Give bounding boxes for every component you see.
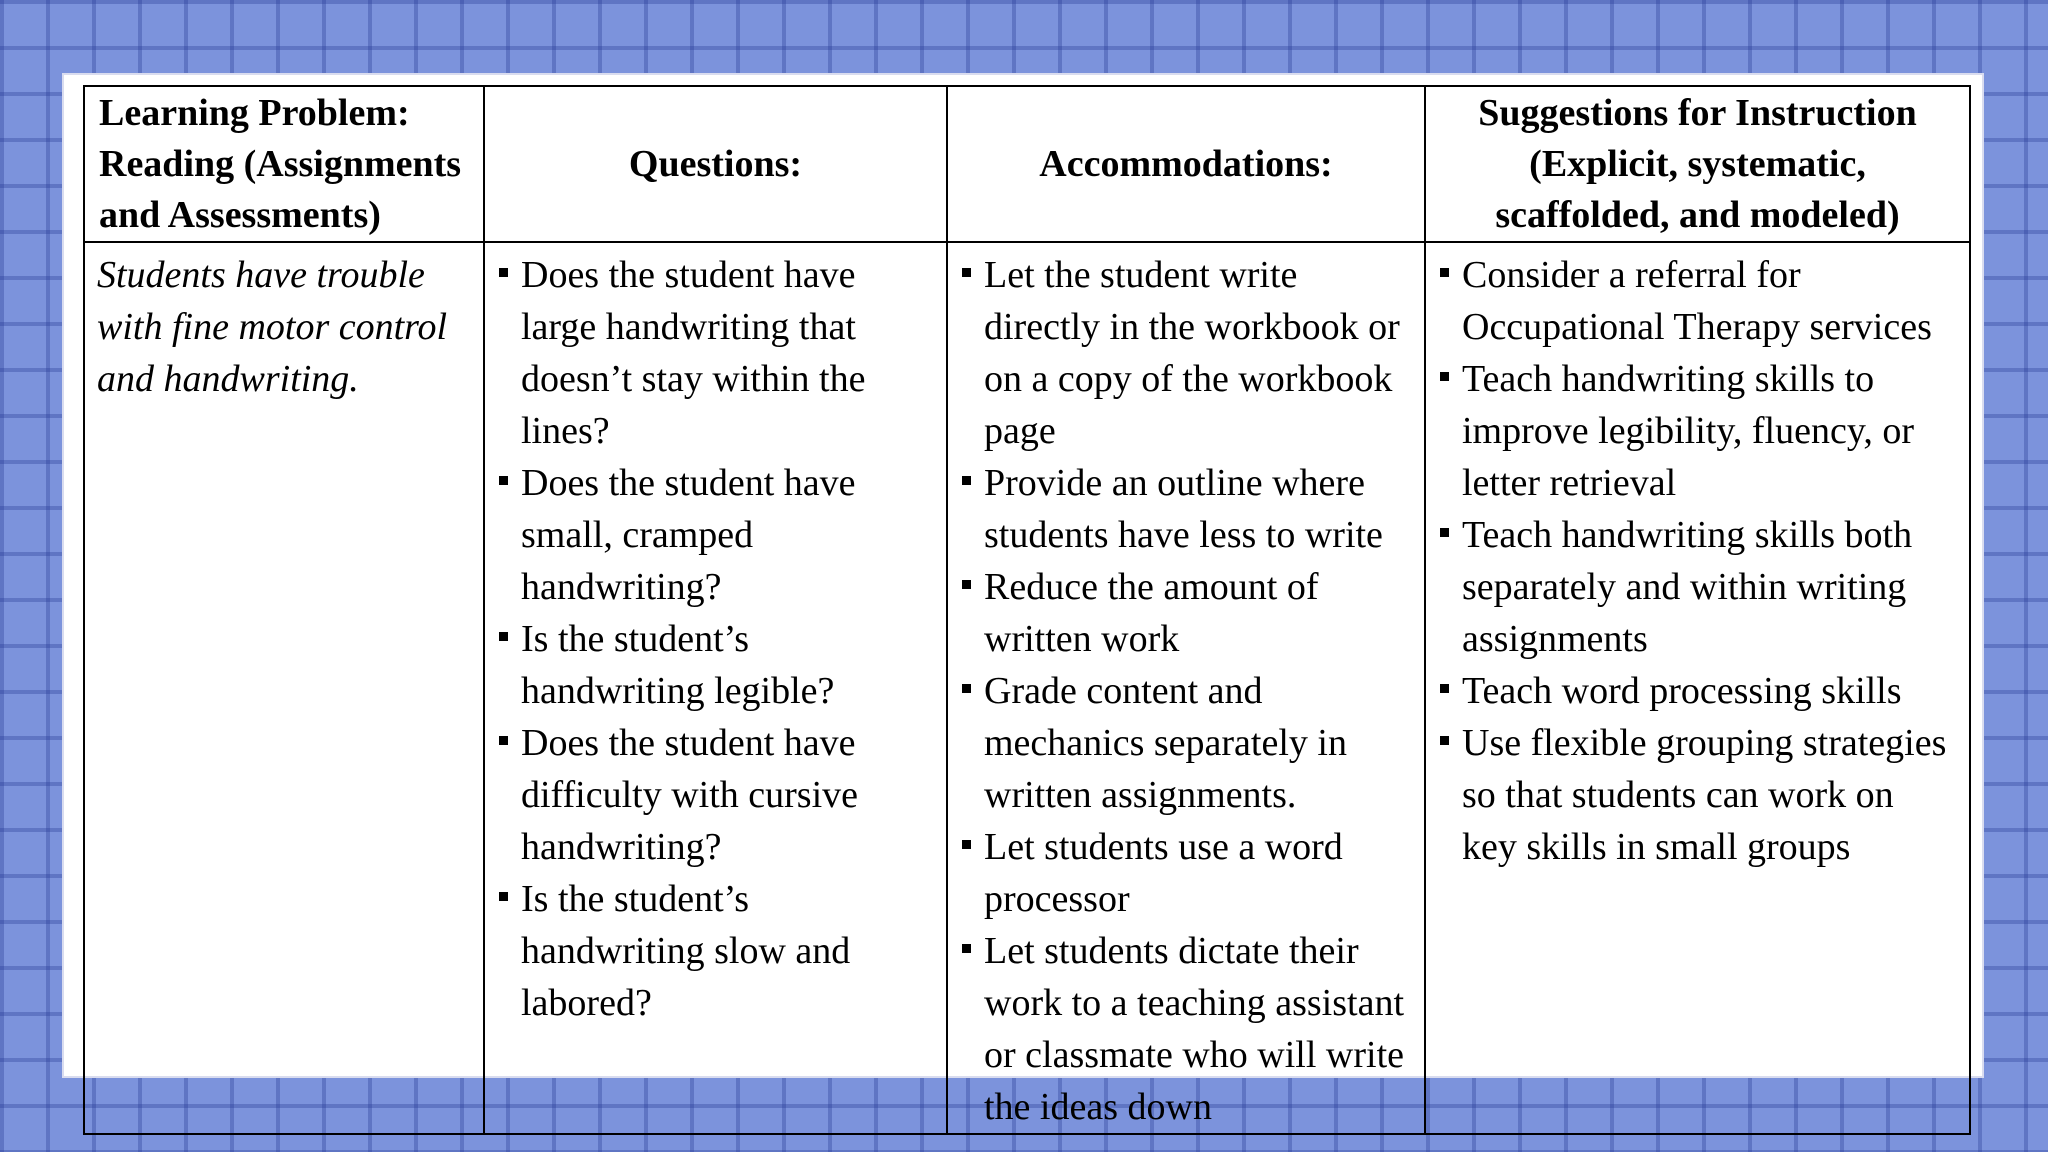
questions-list <box>497 249 934 1029</box>
question-item: Does the student have small, cramped handwriting? <box>497 457 934 613</box>
accommodation-item: Provide an outline where students have less to write <box>960 457 1412 561</box>
question-item: Does the student have large handwriting that doesn’t stay within the lines? <box>497 249 934 457</box>
accommodation-item: Let the student write directly in the workbook or on a copy of the workbook page <box>960 249 1412 457</box>
cell-learning-problem <box>84 242 484 1134</box>
accommodation-item: Let students dictate their work to a teaching assistant or classmate who will write the ideas down <box>960 925 1412 1133</box>
accommodations-table <box>83 85 1971 1135</box>
cell-questions <box>484 242 947 1134</box>
suggestion-item: Teach handwriting skills both separately and within writing assignments <box>1438 509 1957 665</box>
suggestion-item: Teach word processing skills <box>1438 665 1957 717</box>
accommodations-list <box>960 249 1412 1133</box>
cell-accommodations <box>947 242 1425 1134</box>
header-questions: Questions: <box>484 86 947 242</box>
slide-canvas <box>62 73 1984 1128</box>
problem-description: Students have trouble with fine motor control and handwriting. <box>97 254 448 400</box>
question-item: Is the student’s handwriting slow and labored? <box>497 873 934 1029</box>
suggestion-item: Use flexible grouping strategies so that students can work on key skills in small groups <box>1438 717 1957 873</box>
table-header-row <box>84 86 1970 242</box>
question-item: Does the student have difficulty with cursive handwriting? <box>497 717 934 873</box>
suggestion-item: Teach handwriting skills to improve legibility, fluency, or letter retrieval <box>1438 353 1957 509</box>
header-suggestions: Suggestions for Instruction (Explicit, systematic, scaffolded, and modeled) <box>1425 86 1970 242</box>
accommodation-item: Let students use a word processor <box>960 821 1412 925</box>
cell-suggestions <box>1425 242 1970 1134</box>
table-row <box>84 242 1970 1134</box>
question-item: Is the student’s handwriting legible? <box>497 613 934 717</box>
accommodation-item: Reduce the amount of written work <box>960 561 1412 665</box>
header-accommodations: Accommodations: <box>947 86 1425 242</box>
suggestions-list <box>1438 249 1957 873</box>
accommodation-item: Grade content and mechanics separately in written assignments. <box>960 665 1412 821</box>
header-learning-problem: Learning Problem: Reading (Assignments and Assessments) <box>84 86 484 242</box>
suggestion-item: Consider a referral for Occupational Therapy services <box>1438 249 1957 353</box>
